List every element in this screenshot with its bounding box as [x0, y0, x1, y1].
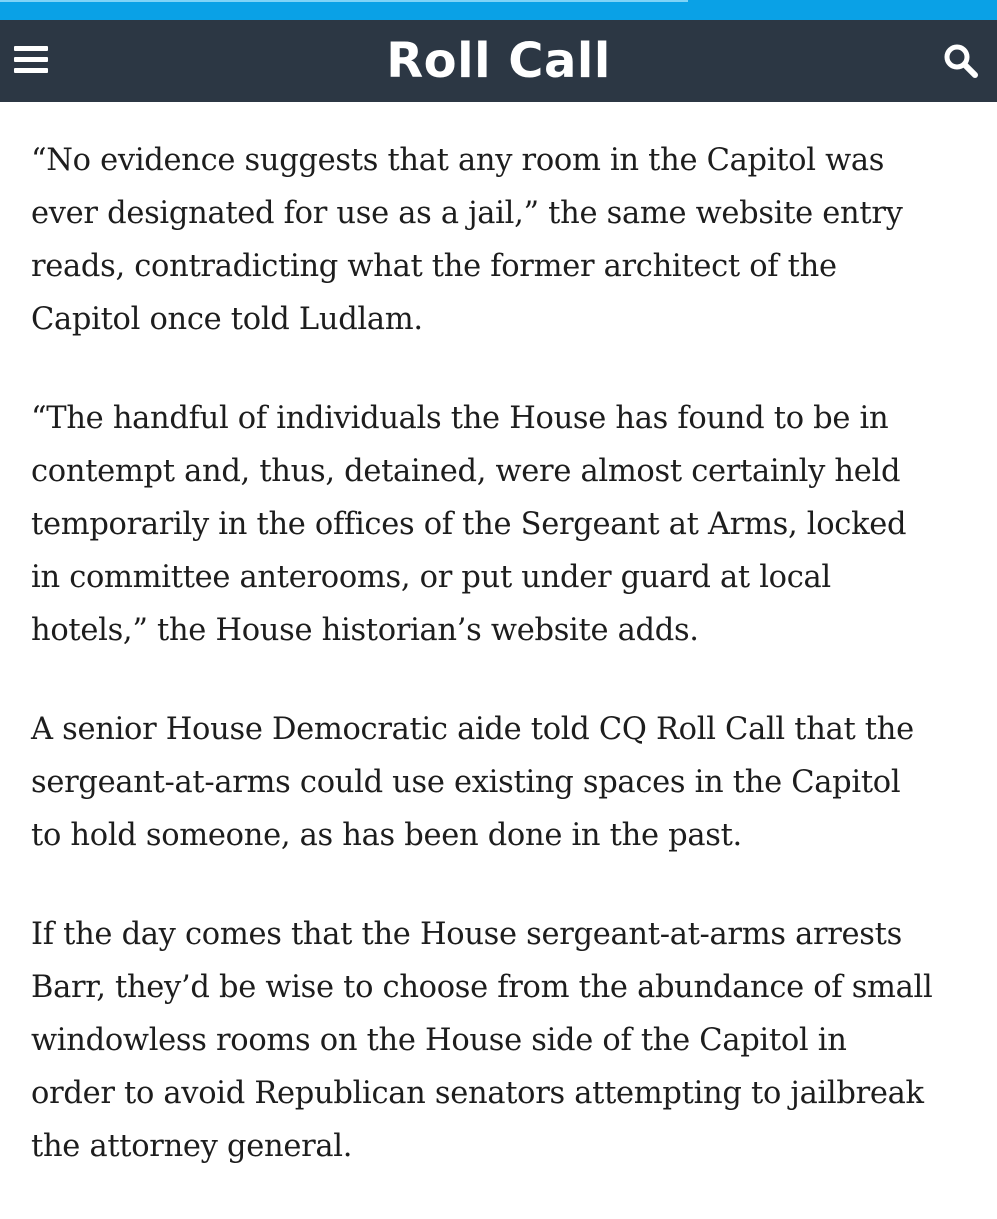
article-paragraph	[31, 908, 976, 1173]
hamburger-menu-icon[interactable]	[14, 46, 50, 76]
search-icon[interactable]	[940, 40, 982, 82]
article-text-line: temporarily in the offices of the Sergeant at Arms, locked	[31, 507, 907, 542]
article-text-line: hotels,” the House historian’s website adds.	[31, 613, 699, 648]
article-text-line: contempt and, thus, detained, were almost certainly held	[31, 454, 901, 489]
article-text-line: If the day comes that the House sergeant-at-arms arrests	[31, 917, 902, 952]
article-text-line: “The handful of individuals the House has found to be in	[31, 401, 889, 436]
article-text-line: reads, contradicting what the former architect of the	[31, 249, 837, 284]
article-text-line: order to avoid Republican senators attempting to jailbreak	[31, 1076, 924, 1111]
article-text-line: “No evidence suggests that any room in the Capitol was	[31, 143, 885, 178]
article-text-line: windowless rooms on the House side of the Capitol in	[31, 1023, 847, 1058]
article-text-line: sergeant-at-arms could use existing spaces in the Capitol	[31, 765, 901, 800]
article-text-line: in committee anterooms, or put under guard at local	[31, 560, 831, 595]
article-paragraph	[31, 392, 976, 657]
article-text-line: ever designated for use as a jail,” the same website entry	[31, 196, 903, 231]
article-text-line: Barr, they’d be wise to choose from the abundance of small	[31, 970, 933, 1005]
site-header	[0, 20, 997, 102]
article-text-line: the attorney general.	[31, 1129, 353, 1164]
article-text-line: A senior House Democratic aide told CQ Roll Call that the	[31, 712, 914, 747]
reading-progress-fill	[0, 0, 688, 2]
article-body	[31, 134, 976, 1219]
article-paragraph	[31, 703, 976, 862]
article-text-line: to hold someone, as has been done in the past.	[31, 818, 742, 853]
article-text-line: Capitol once told Ludlam.	[31, 302, 423, 337]
reading-progress-bar	[0, 0, 997, 20]
site-logo[interactable]: Roll Call	[386, 33, 611, 89]
article-paragraph	[31, 134, 976, 346]
